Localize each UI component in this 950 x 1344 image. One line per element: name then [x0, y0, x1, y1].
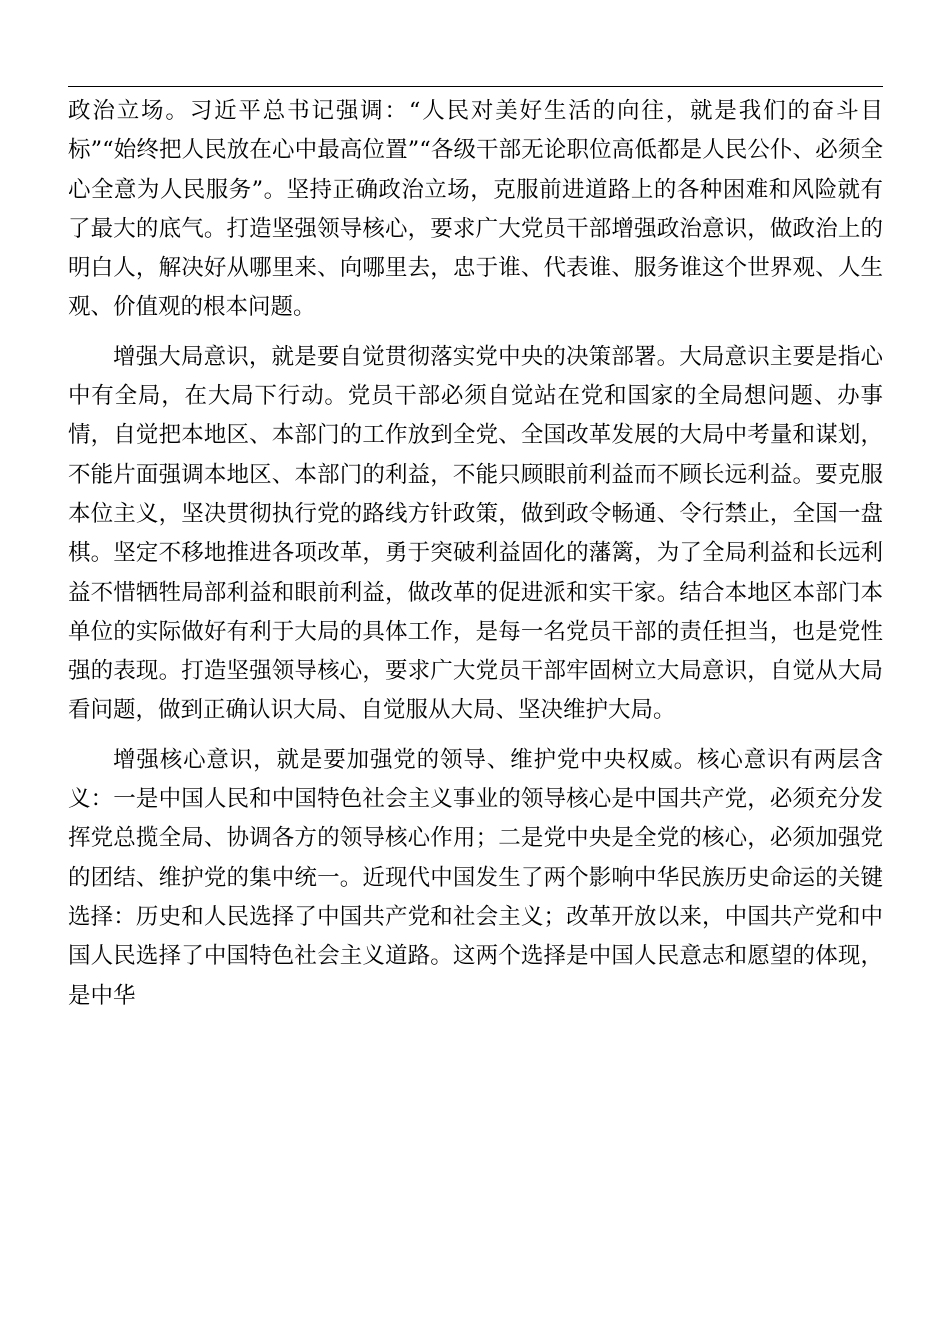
document-body — [68, 92, 883, 1026]
paragraph-political-stance: 政治立场。习近平总书记强调：“人民对美好生活的向往，就是我们的奋斗目标”“始终把人民放在心中最高位置”“各级干部无论职位高低都是人民公仆、必须全心全意为人民服务”。坚持正确政治立场，克服前进道路上的各种困难和风险就有了最大的底气。打造坚强领导核心，要求广大党员干部增强政治意识，做政治上的明白人，解决好从哪里来、向哪里去，忠于谁、代表谁、服务谁这个世界观、人生观、价值观的根本问题。 — [68, 98, 883, 321]
paragraph-overall-awareness: 增强大局意识，就是要自觉贯彻落实党中央的决策部署。大局意识主要是指心中有全局，在大局下行动。党员干部必须自觉站在党和国家的全局想问题、办事情，自觉把本地区、本部门的工作放到全党、全国改革发展的大局中考量和谋划，不能片面强调本地区、本部门的利益，不能只顾眼前利益而不顾长远利益。要克服本位主义，坚决贯彻执行党的路线方针政策，做到政令畅通、令行禁止，全国一盘棋。坚定不移地推进各项改革，勇于突破利益固化的藩篱，为了全局利益和长远利益不惜牺牲局部利益和眼前利益，做改革的促进派和实干家。结合本地区本部门本单位的实际做好有利于大局的具体工作，是每一名党员干部的责任担当，也是党性强的表现。打造坚强领导核心，要求广大党员干部牢固树立大局意识，自觉从大局看问题，做到正确认识大局、自觉服从大局、坚决维护大局。 — [68, 343, 883, 724]
paragraph-core-awareness: 增强核心意识，就是要加强党的领导、维护党中央权威。核心意识有两层含义：一是中国人民和中国特色社会主义事业的领导核心是中国共产党，必须充分发挥党总揽全局、协调各方的领导核心作用；二是党中央是全党的核心，必须加强党的团结、维护党的集中统一。近现代中国发生了两个影响中华民族历史命运的关键选择：历史和人民选择了中国共产党和社会主义；改革开放以来，中国共产党和中国人民选择了中国特色社会主义道路。这两个选择是中国人民意志和愿望的体现，是中华 — [68, 746, 883, 1009]
header-rule — [68, 86, 883, 87]
